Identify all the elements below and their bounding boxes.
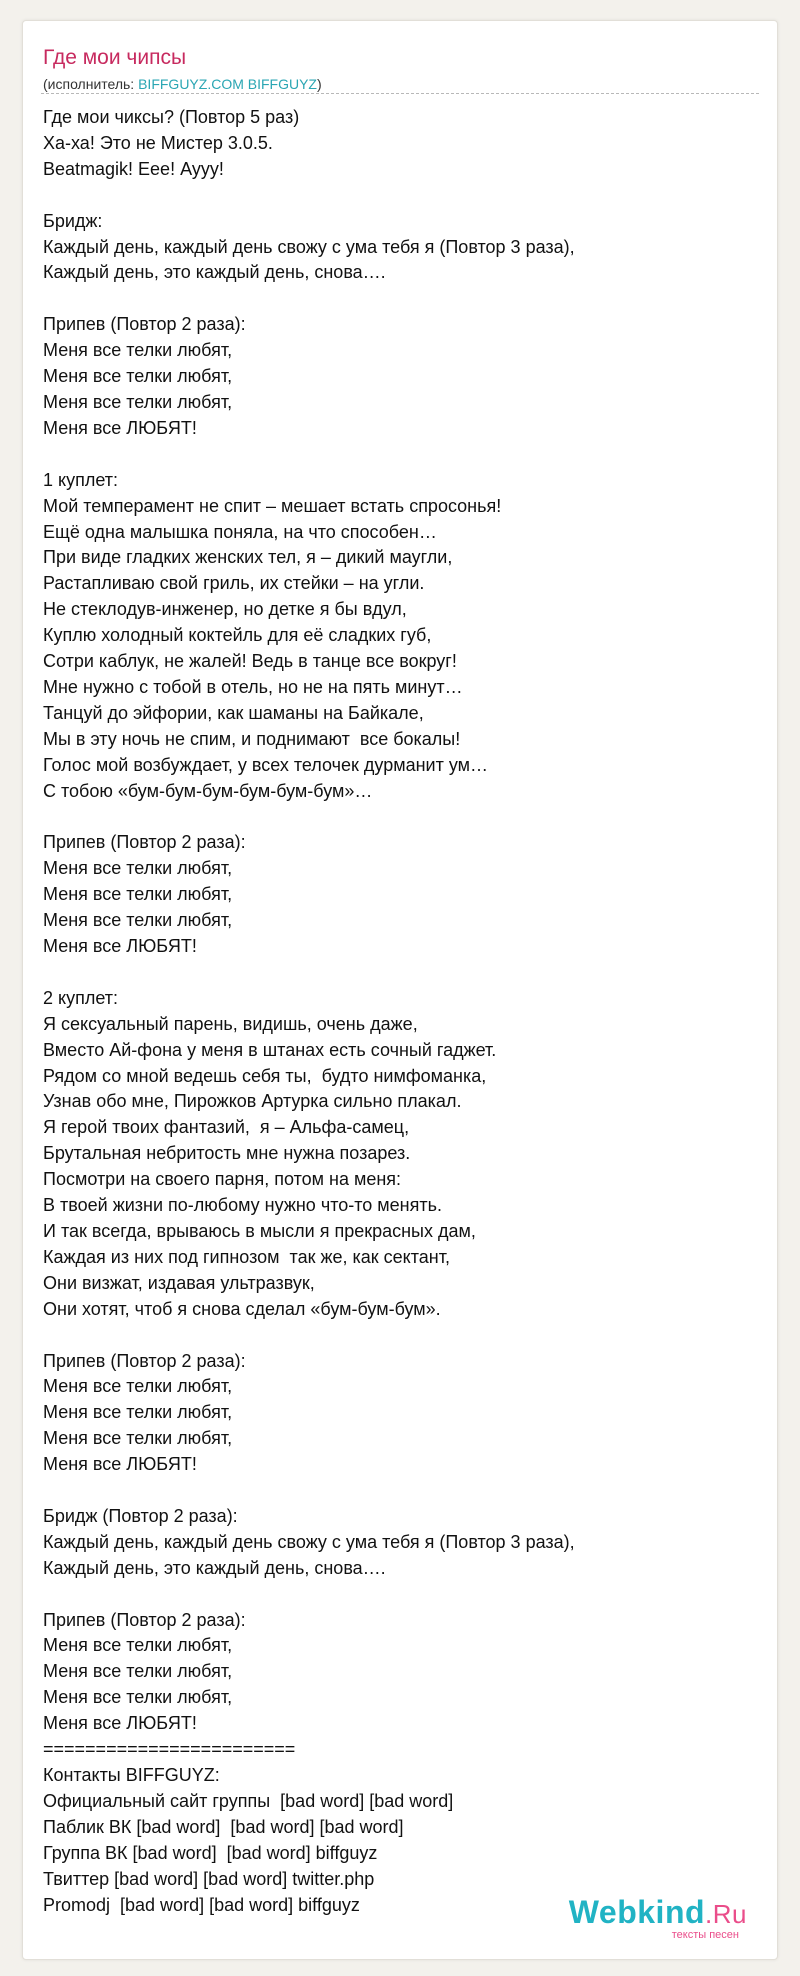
lyric-line: При виде гладких женских тел, я – дикий маугли, (43, 547, 453, 568)
lyric-line: Они хотят, чтоб я снова сделал «бум-бум-бум». (43, 1298, 441, 1319)
webkind-logo[interactable] (569, 1895, 747, 1941)
artist-suffix: ) (316, 76, 322, 92)
lyric-line (43, 1478, 757, 1504)
lyric-line: Бридж (Повтор 2 раза): (43, 1505, 238, 1526)
lyric-line: Припев (Повтор 2 раза): (43, 1609, 246, 1630)
lyric-line: Меня все телки любят, (43, 1376, 233, 1397)
lyric-line: Голос мой возбуждает, у всех телочек дурманит ум… (43, 754, 488, 775)
lyric-line (43, 804, 757, 830)
lyric-line: Контакты BIFFGUYZ: (43, 1765, 220, 1785)
lyric-line: В твоей жизни по-любому нужно что-то менять. (43, 1195, 442, 1216)
lyric-line: Меня все ЛЮБЯТ! (43, 417, 197, 438)
lyric-line: Вместо Ай-фона у меня в штанах есть сочный гаджет. (43, 1039, 497, 1060)
lyric-line: Сотри каблук, не жалей! Ведь в танце все вокруг! (43, 651, 457, 672)
header-divider (41, 93, 759, 94)
song-header (43, 45, 757, 93)
lyric-line: ======================== (43, 1739, 296, 1760)
lyric-line: Каждый день, каждый день свожу с ума тебя я (Повтор 3 раза), (43, 1531, 575, 1552)
lyric-line: Припев (Повтор 2 раза): (43, 314, 246, 335)
lyric-line: 2 куплет: (43, 987, 118, 1008)
lyric-line: Мой темперамент не спит – мешает встать спросонья! (43, 495, 502, 516)
lyric-line: Паблик ВК [bad word] [bad word] [bad word] (43, 1816, 404, 1837)
lyric-line: Меня все телки любят, (43, 340, 233, 361)
lyric-line: Твиттер [bad word] [bad word] twitter.php (43, 1868, 375, 1889)
lyric-line: Я сексуальный парень, видишь, очень даже, (43, 1013, 418, 1034)
lyric-line: Меня все телки любят, (43, 366, 233, 387)
lyrics-card (22, 20, 778, 1960)
lyric-line: Меня все ЛЮБЯТ! (43, 1713, 197, 1734)
artist-link[interactable]: BIFFGUYZ.COM BIFFGUYZ (138, 76, 317, 92)
logo-tagline: тексты песен (671, 1929, 739, 1941)
lyric-line: Танцуй до эйфории, как шаманы на Байкале, (43, 702, 424, 723)
artist-line (43, 75, 757, 93)
lyric-line: Мы в эту ночь не спим, и поднимают все бокалы! (43, 728, 461, 749)
lyric-line (43, 442, 757, 468)
lyric-line: Бридж: (43, 210, 103, 231)
lyric-line: Они визжат, издавая ультразвук, (43, 1272, 315, 1293)
lyric-line: Меня все ЛЮБЯТ! (43, 936, 197, 956)
lyric-line: Меня все телки любят, (43, 910, 233, 931)
logo-wordmark (569, 1895, 747, 1931)
lyric-line: С тобою «бум-бум-бум-бум-бум-бум»… (43, 780, 373, 801)
lyrics-text (43, 105, 757, 1918)
lyric-line: Меня все телки любят, (43, 1428, 233, 1449)
lyric-line: Меня все телки любят, (43, 1402, 233, 1423)
lyric-line: Меня все телки любят, (43, 391, 233, 412)
lyric-line: Мне нужно с тобой в отель, но не на пять минут… (43, 676, 463, 697)
lyric-line: Узнав обо мне, Пирожков Артурка сильно плакал. (43, 1091, 462, 1112)
lyric-line: Группа ВК [bad word] [bad word] biffguyz (43, 1842, 378, 1863)
song-title: Где мои чипсы (43, 46, 187, 69)
lyric-line: Каждая из них под гипнозом так же, как сектант, (43, 1246, 450, 1267)
lyric-line: Меня все ЛЮБЯТ! (43, 1454, 197, 1475)
lyric-line: Ха-ха! Это не Мистер 3.0.5. (43, 132, 273, 153)
lyric-line: Меня все телки любят, (43, 884, 233, 905)
lyric-line: Где мои чиксы? (Повтор 5 раз) (43, 107, 300, 127)
lyric-line: Посмотри на своего парня, потом на меня: (43, 1169, 402, 1190)
lyric-line: Официальный сайт группы [bad word] [bad word] (43, 1790, 454, 1811)
lyric-line: Ещё одна малышка поняла, на что способен… (43, 521, 437, 542)
lyric-line: И так всегда, врываюсь в мысли я прекрасных дам, (43, 1220, 476, 1241)
lyric-line (43, 183, 757, 209)
lyric-line: Не стеклодув-инженер, но детке я бы вдул, (43, 599, 407, 620)
logo-name: Webkind (568, 1894, 706, 1930)
lyric-line: Каждый день, каждый день свожу с ума тебя я (Повтор 3 раза), (43, 236, 575, 257)
lyric-line: Куплю холодный коктейль для её сладких губ, (43, 625, 432, 646)
lyric-line: Beatmagik! Еее! Аууу! (43, 158, 224, 179)
lyric-line: Меня все телки любят, (43, 1635, 233, 1656)
lyric-line: Рядом со мной ведешь себя ты, будто нимфоманка, (43, 1065, 487, 1086)
lyric-line (43, 960, 757, 986)
lyric-line: Promodj [bad word] [bad word] biffguyz (43, 1894, 360, 1915)
lyric-line: 1 куплет: (43, 469, 118, 490)
lyric-line: Растапливаю свой гриль, их стейки – на угли. (43, 573, 425, 594)
lyric-line: Каждый день, это каждый день, снова…. (43, 262, 386, 283)
lyric-line: Припев (Повтор 2 раза): (43, 1350, 246, 1371)
lyric-line (43, 1582, 757, 1608)
lyric-line: Меня все телки любят, (43, 1687, 233, 1708)
lyric-line: Припев (Повтор 2 раза): (43, 832, 246, 853)
lyric-line (43, 286, 757, 312)
lyric-line: Каждый день, это каждый день, снова…. (43, 1557, 386, 1578)
lyric-line: Меня все телки любят, (43, 1661, 233, 1682)
lyric-line (43, 1323, 757, 1349)
artist-prefix: (исполнитель: (43, 76, 139, 92)
lyric-line: Я герой твоих фантазий, я – Альфа-самец, (43, 1117, 410, 1138)
logo-tld: .Ru (705, 1899, 747, 1929)
lyric-line: Брутальная небритость мне нужна позарез. (43, 1143, 411, 1164)
lyric-line: Меня все телки любят, (43, 858, 233, 879)
